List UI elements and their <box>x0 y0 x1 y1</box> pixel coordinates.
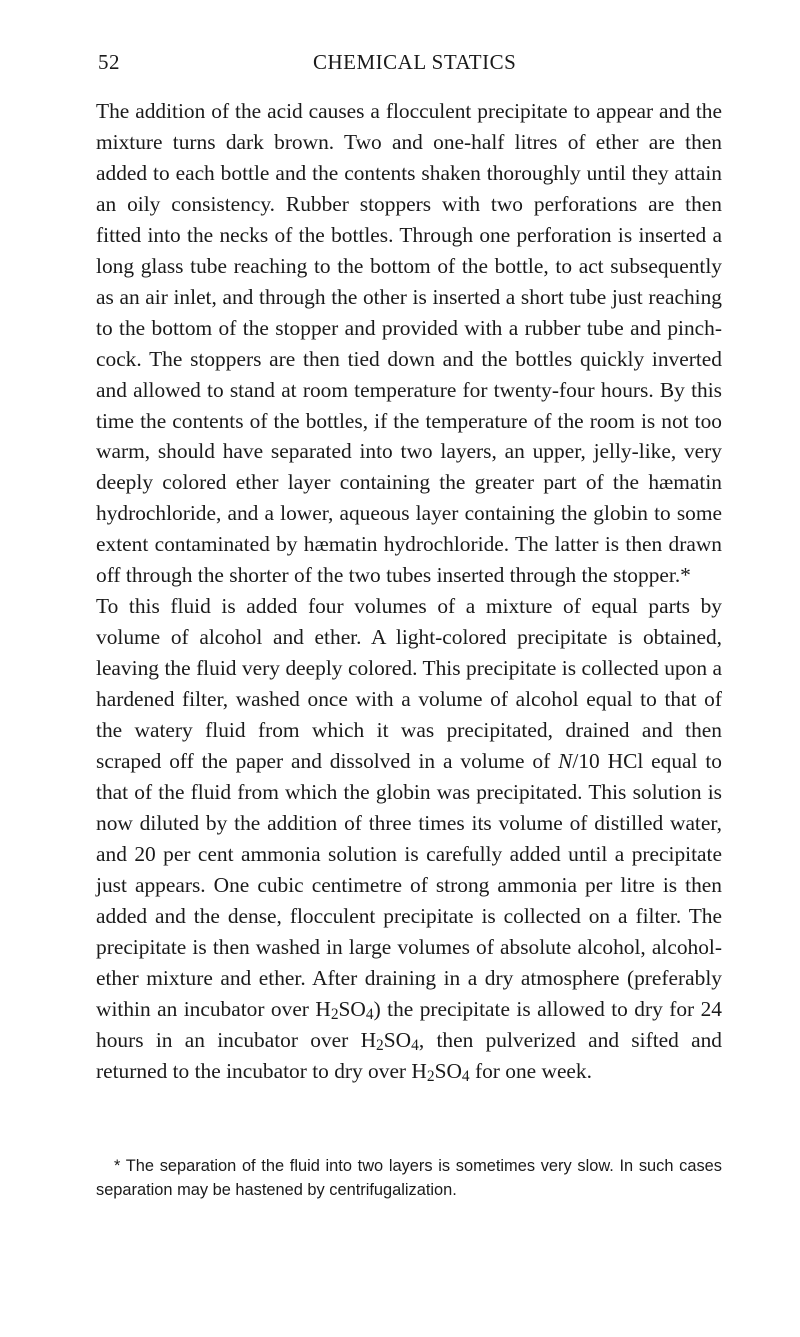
paragraph-2-part-e: for one week. <box>469 1058 592 1083</box>
subscript-4: 4 <box>365 1005 374 1023</box>
normality-symbol: N <box>558 749 573 774</box>
footnote <box>96 1154 722 1202</box>
page-number: 52 <box>98 50 120 74</box>
subscript-4: 4 <box>461 1067 470 1085</box>
subscript-2: 2 <box>330 1005 339 1023</box>
subscript-2: 2 <box>376 1036 384 1054</box>
running-head: CHEMICAL STATICS <box>313 50 517 74</box>
paragraph-2-part-c: ) the precipitate is allowed to dry for 24 hours in an incubator over H <box>96 996 722 1052</box>
paragraph-2-part-d: , then pulverized and sifted and returned to the incubator to dry over H <box>96 1027 722 1083</box>
body-text <box>96 96 722 1087</box>
formula-so: SO <box>434 1058 462 1083</box>
formula-so: SO <box>338 996 366 1021</box>
footnote-text: * The separation of the fluid into two layers is sometimes very slow. In such cases separation may be hastened by centrifugalization. <box>96 1157 722 1199</box>
formula-so: SO <box>383 1027 412 1052</box>
paragraph-2-part-a: To this fluid is added four volumes of a mixture of equal parts by volume of alcohol and ether. A light-colored precipitate is obtained, leaving the fluid very deeply colored. This precipitate is collected upon a hardened filter, washed once with a volume of alcohol equal to that of the watery fluid from which it was precipitated, drained and then scraped off the paper and dissolved in a volume of <box>96 594 722 774</box>
subscript-2: 2 <box>426 1067 435 1085</box>
paragraph-1: The addition of the acid causes a flocculent precipitate to appear and the mixture turns dark brown. Two and one-half litres of ether are then added to each bottle and the contents shaken thoroughly until they attain an oily consistency. Rubber stoppers with two perforations are then fitted into the necks of the bottles. Through one perforation is inserted a long glass tube reaching to the bottom of the bottle, to act subsequently as an air inlet, and through the other is inserted a short tube just reaching to the bottom of the stopper and provided with a rubber tube and pinch-cock. The stoppers are then tied down and the bottles quickly inverted and allowed to stand at room temperature for twenty-four hours. By this time the contents of the bottles, if the temperature of the room is not too warm, should have separated into two layers, an upper, jelly-like, very deeply colored ether layer containing the greater part of the hæmatin hydrochloride, and a lower, aqueous layer containing the globin to some extent contaminated by hæmatin hydrochloride. The latter is then drawn off through the shorter of the two tubes inserted through the stopper.* <box>96 99 722 588</box>
page-header <box>98 50 720 80</box>
paragraph-2-part-b: /10 HCl equal to that of the fluid from which the globin was precipitated. This solution is now diluted by the addition of three times its volume of distilled water, and 20 per cent ammonia solution is carefully added until a precipitate just appears. One cubic centimetre of strong ammonia per litre is then added and the dense, flocculent precipitate is collected on a filter. The precipitate is then washed in large volumes of absolute alcohol, alcohol-ether mixture and ether. After draining in a dry atmosphere (preferably within an incubator over H <box>96 749 722 1021</box>
paragraph-2 <box>96 591 722 1086</box>
subscript-4: 4 <box>411 1036 419 1054</box>
